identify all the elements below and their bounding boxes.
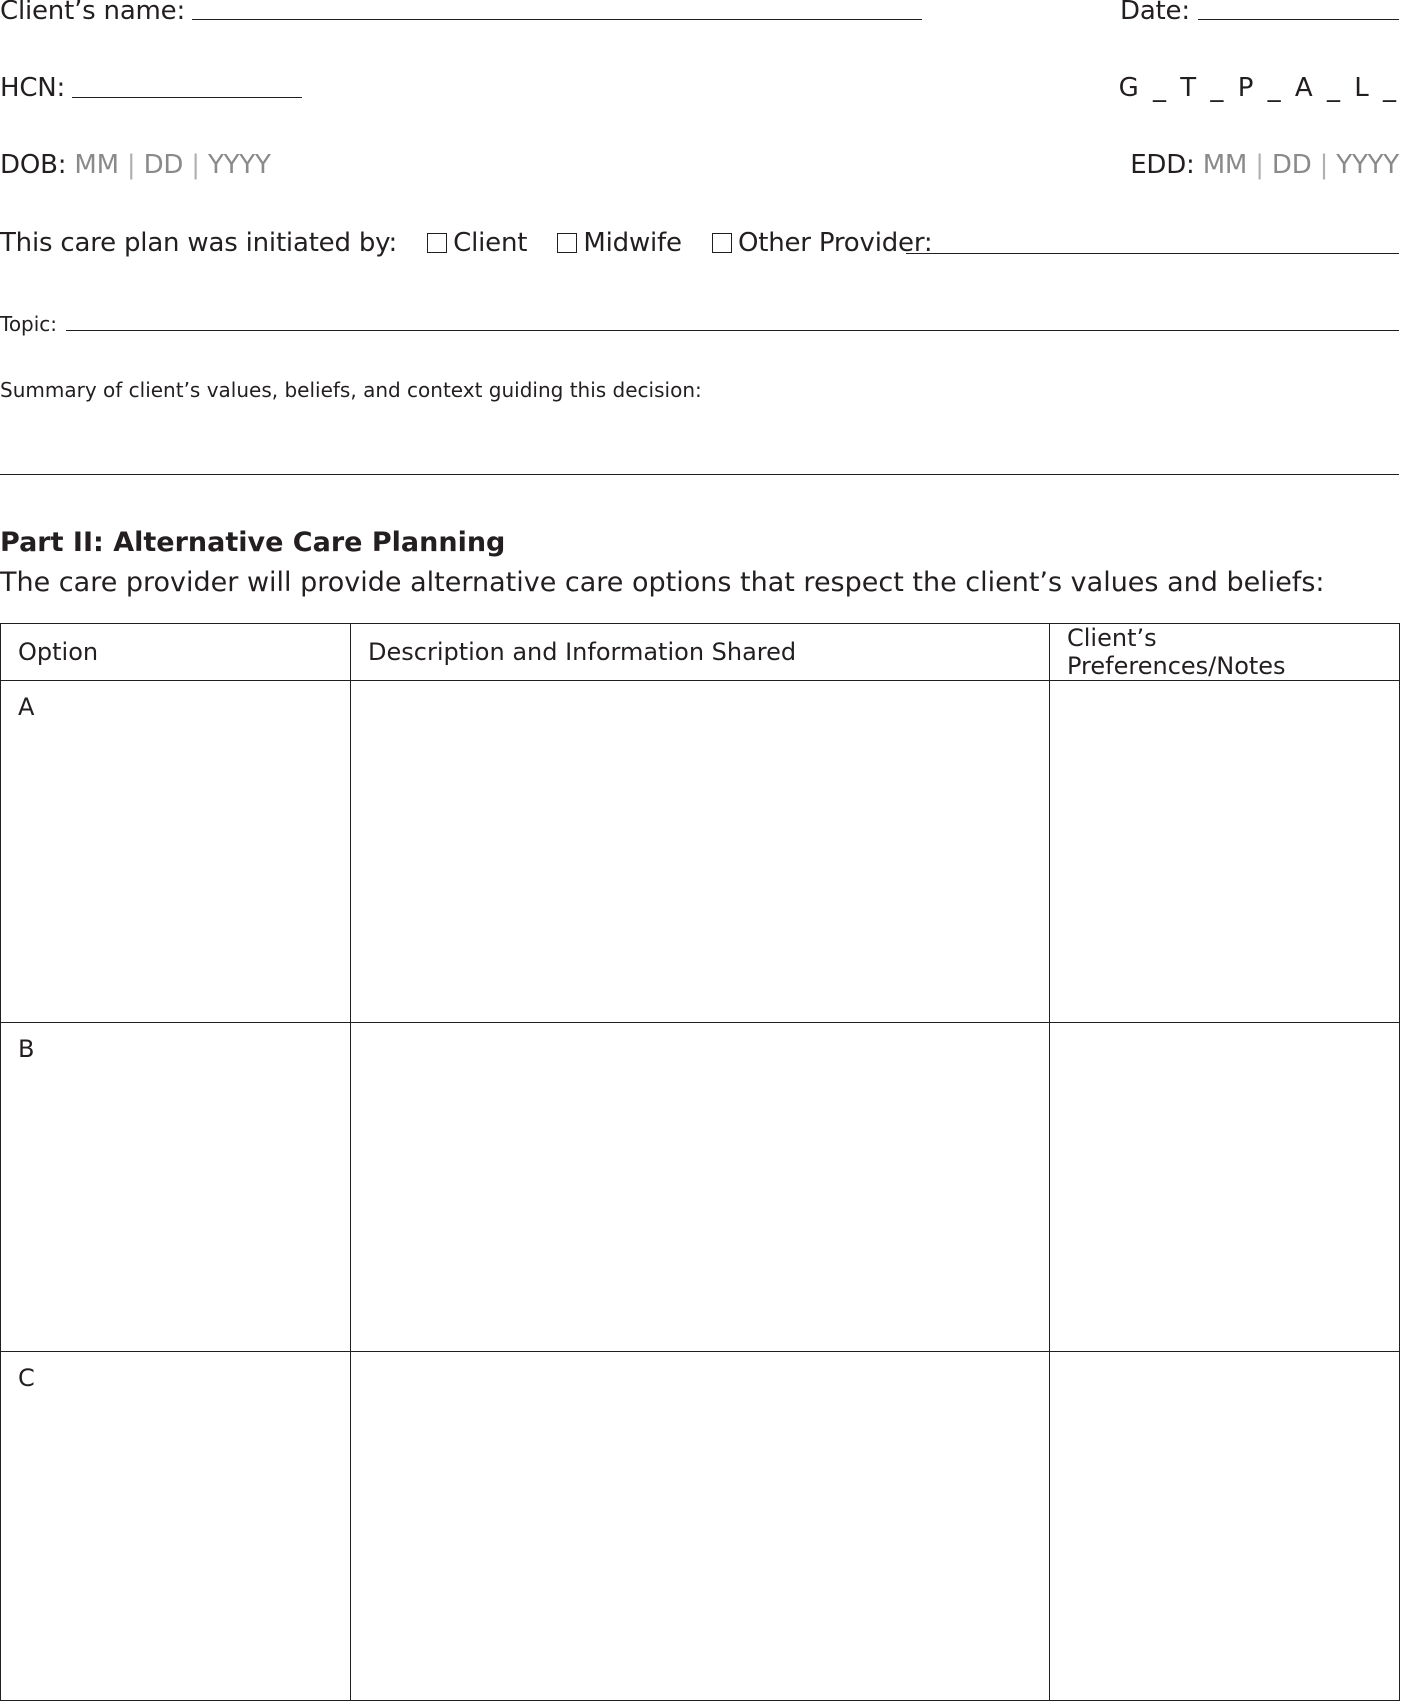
part-two-intro: The care provider will provide alternative care options that respect the client’s values and beliefs: (0, 567, 1325, 598)
description-cell[interactable] (351, 681, 1050, 1023)
gtpal-p: P (1237, 73, 1257, 103)
description-cell[interactable] (351, 1352, 1050, 1701)
midwife-checkbox[interactable] (557, 233, 577, 253)
topic-field[interactable] (66, 330, 1399, 331)
edd-day-field[interactable]: DD (1271, 150, 1312, 180)
option-cell: C (1, 1352, 351, 1701)
dob-row: DOB: MM | DD | YYYY (0, 150, 271, 180)
edd-month-field[interactable]: MM (1202, 150, 1248, 180)
notes-cell[interactable] (1050, 1352, 1400, 1701)
option-column-header: Option (1, 624, 351, 681)
hcn-field[interactable] (72, 97, 302, 98)
alternative-care-table (0, 623, 1400, 1701)
notes-cell[interactable] (1050, 1023, 1400, 1352)
hcn-label: HCN: (0, 73, 66, 103)
notes-column-header: Client’s Preferences/Notes (1050, 624, 1400, 681)
client-checkbox[interactable] (427, 233, 447, 253)
gtpal-fields[interactable]: G _ T _ P _ A _ L _ (1118, 73, 1399, 103)
option-client[interactable]: Client (427, 228, 527, 258)
summary-label: Summary of client’s values, beliefs, and context guiding this decision: (0, 378, 702, 402)
date-label: Date: (1120, 0, 1190, 26)
edd-row: EDD: MM | DD | YYYY (1130, 150, 1399, 180)
other-provider-checkbox[interactable] (712, 233, 732, 253)
dob-day-field[interactable]: DD (143, 150, 184, 180)
dob-label: DOB: (0, 150, 67, 180)
summary-field[interactable] (0, 474, 1399, 475)
initiated-by-label: This care plan was initiated by: (0, 228, 398, 258)
initiated-by-row (0, 228, 932, 258)
description-column-header: Description and Information Shared (351, 624, 1050, 681)
table-row (1, 681, 1400, 1023)
client-name-field[interactable] (192, 19, 922, 20)
date-field[interactable] (1198, 19, 1399, 20)
option-cell: A (1, 681, 351, 1023)
description-cell[interactable] (351, 1023, 1050, 1352)
option-midwife[interactable]: Midwife (557, 228, 681, 258)
edd-year-field[interactable]: YYYY (1336, 150, 1399, 180)
table-row (1, 1352, 1400, 1701)
table-row (1, 1023, 1400, 1352)
other-provider-field[interactable] (906, 253, 1399, 254)
notes-cell[interactable] (1050, 681, 1400, 1023)
option-cell: B (1, 1023, 351, 1352)
option-other-provider[interactable]: Other Provider: (712, 228, 932, 258)
edd-label: EDD: (1130, 150, 1195, 180)
part-two-heading: Part II: Alternative Care Planning (0, 527, 506, 558)
gtpal-l: L (1354, 73, 1372, 103)
dob-year-field[interactable]: YYYY (207, 150, 271, 180)
table-header-row (1, 624, 1400, 681)
topic-label: Topic: (0, 312, 58, 336)
gtpal-a: A (1294, 73, 1316, 103)
dob-month-field[interactable]: MM (74, 150, 119, 180)
gtpal-g: G (1118, 73, 1142, 103)
gtpal-t: T (1180, 73, 1200, 103)
client-name-label: Client’s name: (0, 0, 186, 26)
